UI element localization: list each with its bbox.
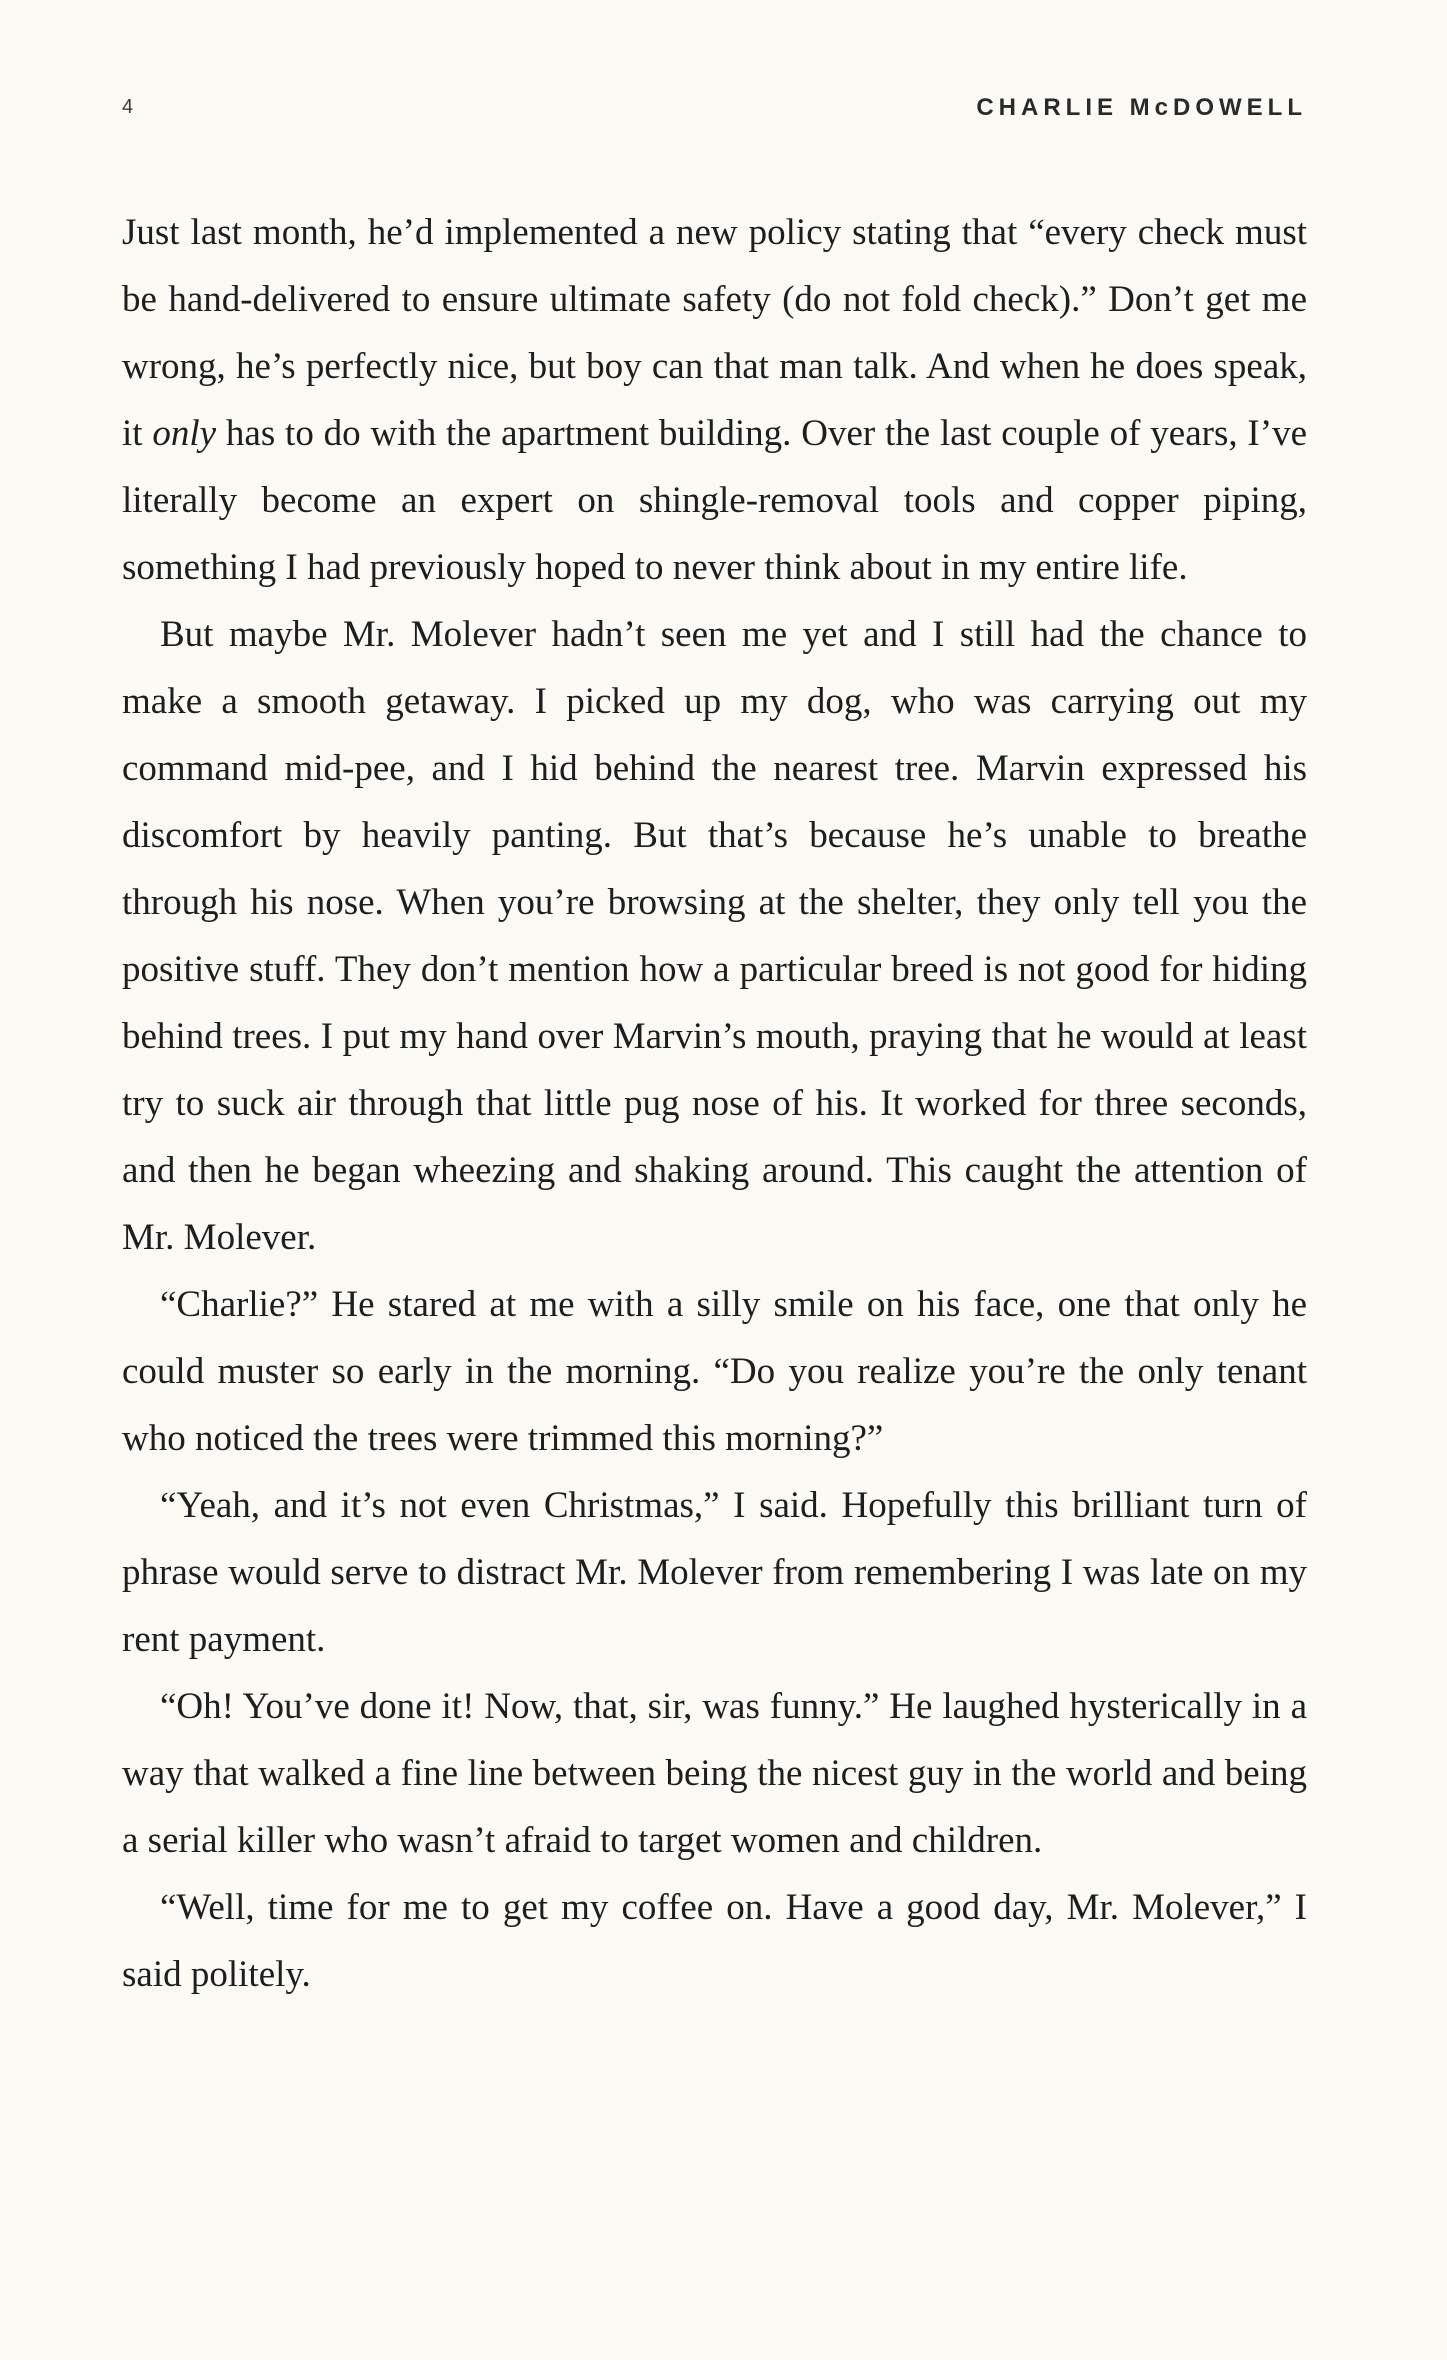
paragraph-3: “Charlie?” He stared at me with a silly smile on his face, one that only he could muster so early in the morning. “Do you realize you’re the only tenant who noticed the trees were trimmed this morning?” bbox=[122, 1284, 1307, 1459]
paragraph-1-part-2: has to do with the apartment building. Over the last couple of years, I’ve literally become an expert on shingle-removal tools and copper piping, something I had previously hoped to never think about in my entire life. bbox=[122, 413, 1307, 588]
paragraph-4: “Yeah, and it’s not even Christmas,” I said. Hopefully this brilliant turn of phrase would serve to distract Mr. Molever from remembering I was late on my rent payment. bbox=[122, 1485, 1307, 1660]
paragraph-1 bbox=[122, 199, 1307, 601]
page-number: 4 bbox=[122, 96, 134, 118]
running-title: CHARLIE McDOWELL bbox=[976, 94, 1307, 121]
paragraph-2: But maybe Mr. Molever hadn’t seen me yet and I still had the chance to make a smooth getaway. I picked up my dog, who was carrying out my command mid-pee, and I hid behind the nearest tree. Marvin expressed his discomfort by heavily panting. But that’s because he’s unable to breathe through his nose. When you’re browsing at the shelter, they only tell you the positive stuff. They don’t mention how a particular breed is not good for hiding behind trees. I put my hand over Marvin’s mouth, praying that he would at least try to suck air through that little pug nose of his. It worked for three seconds, and then he began wheezing and shaking around. This caught the attention of Mr. Molever. bbox=[122, 614, 1307, 1258]
paragraph-1-part-1: Just last month, he’d implemented a new policy stating that “every check must be hand-delivered to ensure ultimate safety (do not fold check).” Don’t get me wrong, he’s perfectly nice, but boy can that man talk. And when he does speak, it bbox=[122, 212, 1307, 454]
paragraph-6: “Well, time for me to get my coffee on. Have a good day, Mr. Molever,” I said politely. bbox=[122, 1887, 1307, 1995]
paragraph-5: “Oh! You’ve done it! Now, that, sir, was funny.” He laughed hysterically in a way that walked a fine line between being the nicest guy in the world and being a serial killer who wasn’t afraid to target women and children. bbox=[122, 1686, 1307, 1861]
running-head bbox=[122, 96, 1307, 128]
paragraph-1-emphasis: only bbox=[152, 413, 217, 454]
body-text bbox=[122, 199, 1307, 2008]
